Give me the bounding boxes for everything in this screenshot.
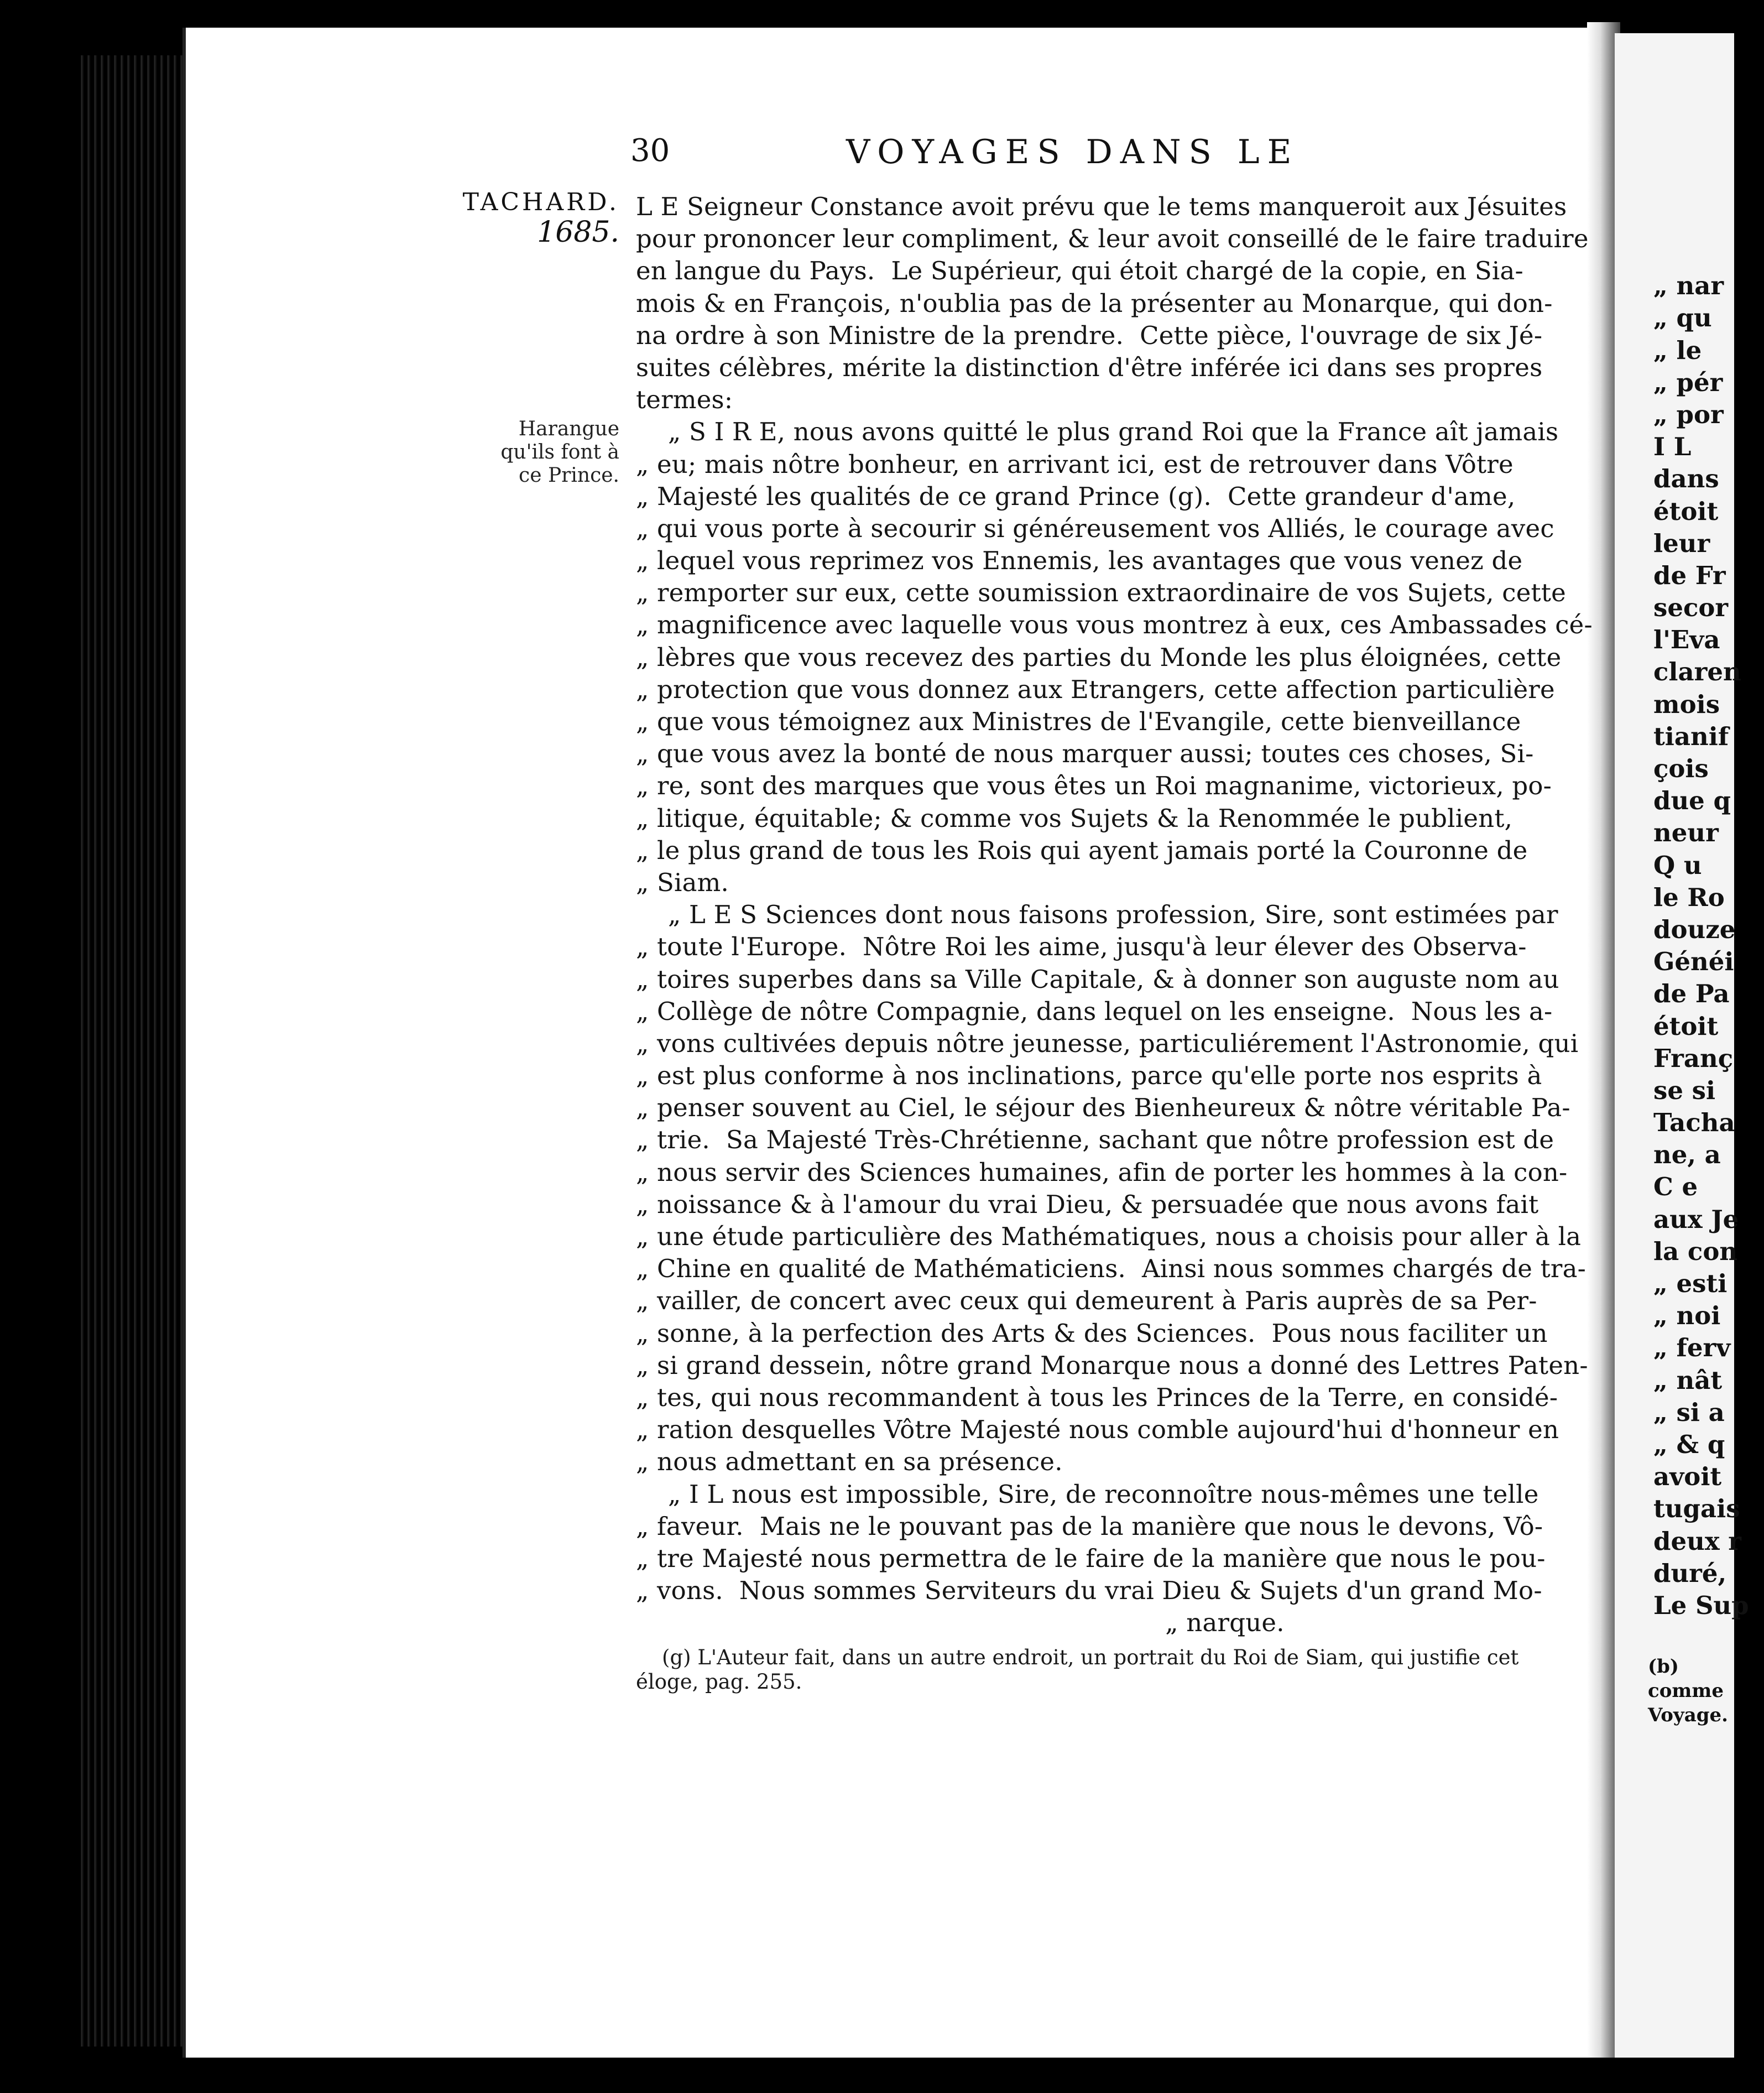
text-line: „ vons. Nous sommes Serviteurs du vrai Dieu & Sujets d'un grand Mo- bbox=[636, 1576, 1542, 1606]
text-line: „ L E S Sciences dont nous faisons profession, Sire, sont estimées par bbox=[636, 900, 1558, 930]
text-line: „ vailler, de concert avec ceux qui demeurent à Paris auprès de sa Per- bbox=[636, 1286, 1537, 1316]
text-line: „ une étude particulière des Mathématiques, nous a choisis pour aller à la bbox=[636, 1222, 1582, 1251]
facing-page-line: douze bbox=[1653, 914, 1736, 944]
text-line: „ remporter sur eux, cette soumission extraordinaire de vos Sujets, cette bbox=[636, 578, 1566, 608]
facing-page-line: Tacha bbox=[1653, 1108, 1735, 1138]
facing-page-line: tianif bbox=[1653, 721, 1729, 751]
text-line: „ Majesté les qualités de ce grand Prince (g). Cette grandeur d'ame, bbox=[636, 481, 1516, 511]
text-line: „ est plus conforme à nos inclinations, parce qu'elle porte nos esprits à bbox=[636, 1061, 1542, 1091]
facing-footnote-line: (b) bbox=[1648, 1655, 1679, 1678]
text-line: „ lequel vous reprimez vos Ennemis, les avantages que vous venez de bbox=[636, 546, 1523, 576]
text-line: „ nous servir des Sciences humaines, afin de porter les hommes à la con- bbox=[636, 1157, 1568, 1187]
margin-note-line: qu'ils font à bbox=[500, 441, 619, 464]
footnote-line: éloge, pag. 255. bbox=[636, 1670, 802, 1694]
text-line: na ordre à son Ministre de la prendre. Cette pièce, l'ouvrage de six Jé- bbox=[636, 320, 1543, 350]
text-line: „ I L nous est impossible, Sire, de reconnoître nous-mêmes une telle bbox=[636, 1479, 1539, 1509]
text-line: mois & en François, n'oublia pas de la présenter au Monarque, qui don- bbox=[636, 288, 1553, 318]
facing-page-text bbox=[1653, 238, 1764, 1622]
facing-page-line: deux r bbox=[1653, 1526, 1742, 1556]
facing-page-footnote bbox=[1648, 1655, 1728, 1728]
text-line: „ magnificence avec laquelle vous vous montrez à eux, ces Ambassades cé- bbox=[636, 610, 1593, 640]
margin-author: TACHARD. bbox=[462, 188, 619, 216]
facing-page-line: Le Sup bbox=[1653, 1590, 1749, 1620]
text-line: „ protection que vous donnez aux Etrangers, cette affection particulière bbox=[636, 674, 1555, 704]
text-line: „ si grand dessein, nôtre grand Monarque nous a donné des Lettres Paten- bbox=[636, 1350, 1588, 1380]
facing-page-line: Q u bbox=[1653, 850, 1702, 880]
facing-page-line: l'Eva bbox=[1653, 625, 1720, 655]
facing-page-line: aux Je bbox=[1653, 1204, 1739, 1234]
facing-footnote-line: Voyage. bbox=[1648, 1704, 1728, 1726]
text-line: „ trie. Sa Majesté Très-Chrétienne, sachant que nôtre profession est de bbox=[636, 1125, 1554, 1155]
facing-page-line: de Pa bbox=[1653, 979, 1730, 1009]
facing-page-line: avoit bbox=[1653, 1462, 1722, 1492]
text-line: „ vons cultivées depuis nôtre jeunesse, particuliérement l'Astronomie, qui bbox=[636, 1028, 1579, 1058]
text-line: L E Seigneur Constance avoit prévu que le tems manqueroit aux Jésuites bbox=[636, 192, 1567, 221]
facing-page-line: la con bbox=[1653, 1236, 1738, 1266]
facing-page-line: se si bbox=[1653, 1075, 1716, 1105]
facing-page-line: tugais bbox=[1653, 1494, 1740, 1524]
facing-page-line: I L bbox=[1653, 432, 1692, 462]
facing-page-line: „ esti bbox=[1653, 1269, 1728, 1298]
text-line: „ re, sont des marques que vous êtes un Roi magnanime, victorieux, po- bbox=[636, 771, 1552, 801]
text-line: „ Collège de nôtre Compagnie, dans lequel on les enseigne. Nous les a- bbox=[636, 996, 1553, 1026]
text-line: „ noissance & à l'amour du vrai Dieu, & persuadée que nous avons fait bbox=[636, 1189, 1539, 1219]
text-line: „ penser souvent au Ciel, le séjour des Bienheureux & nôtre véritable Pa- bbox=[636, 1093, 1570, 1123]
text-line: „ tre Majesté nous permettra de le faire de la manière que nous le pou- bbox=[636, 1543, 1546, 1573]
facing-page-line: secor bbox=[1653, 593, 1729, 623]
page-number: 30 bbox=[630, 133, 670, 169]
margin-note-line: Harangue bbox=[518, 418, 619, 440]
text-line: „ toute l'Europe. Nôtre Roi les aime, jusqu'à leur élever des Observa- bbox=[636, 932, 1527, 962]
facing-page-line: mois bbox=[1653, 689, 1720, 719]
facing-page-line: Généi bbox=[1653, 947, 1734, 977]
facing-page-line: „ qu bbox=[1653, 303, 1712, 333]
facing-page-line: „ por bbox=[1653, 399, 1724, 429]
text-line: „ Siam. bbox=[636, 867, 729, 897]
facing-page-line: dans bbox=[1653, 464, 1719, 494]
text-line: en langue du Pays. Le Supérieur, qui étoit chargé de la copie, en Sia- bbox=[636, 256, 1523, 286]
text-line: „ que vous avez la bonté de nous marquer aussi; toutes ces choses, Si- bbox=[636, 739, 1534, 769]
text-line: „ qui vous porte à secourir si généreusement vos Alliés, le courage avec bbox=[636, 513, 1554, 543]
facing-page-line: çois bbox=[1653, 754, 1709, 783]
facing-page-line: Franç bbox=[1653, 1043, 1734, 1073]
text-line: „ toires superbes dans sa Ville Capitale, & à donner son auguste nom au bbox=[636, 964, 1559, 994]
text-line: „ Chine en qualité de Mathématiciens. Ainsi nous sommes chargés de tra- bbox=[636, 1254, 1586, 1284]
text-line: „ ration desquelles Vôtre Majesté nous comble aujourd'hui d'honneur en bbox=[636, 1415, 1559, 1445]
facing-page-line: ne, a bbox=[1653, 1140, 1721, 1170]
facing-page-line: „ & q bbox=[1653, 1429, 1725, 1459]
text-line: „ S I R E, nous avons quitté le plus grand Roi que la France aît jamais bbox=[636, 417, 1559, 447]
facing-page-line: neur bbox=[1653, 818, 1719, 848]
text-line: „ le plus grand de tous les Rois qui ayent jamais porté la Couronne de bbox=[636, 835, 1528, 865]
facing-page-line: „ si a bbox=[1653, 1397, 1725, 1427]
facing-page-line: C e bbox=[1653, 1172, 1698, 1202]
facing-page-line: claren bbox=[1653, 657, 1741, 687]
facing-page-line: due q bbox=[1653, 786, 1731, 816]
text-line: suites célèbres, mérite la distinction d'être inférée ici dans ses propres bbox=[636, 352, 1543, 382]
text-line: „ eu; mais nôtre bonheur, en arrivant ici, est de retrouver dans Vôtre bbox=[636, 449, 1514, 479]
margin-year: 1685. bbox=[537, 216, 619, 249]
facing-page-line: „ nât bbox=[1653, 1365, 1723, 1395]
text-line: termes: bbox=[636, 385, 733, 415]
running-head bbox=[630, 133, 1371, 183]
text-line: „ sonne, à la perfection des Arts & des Sciences. Pous nous faciliter un bbox=[636, 1318, 1548, 1348]
facing-page-line: „ ferv bbox=[1653, 1333, 1731, 1363]
facing-page-line: leur bbox=[1653, 528, 1710, 558]
facing-page-line: „ noi bbox=[1653, 1301, 1721, 1331]
facing-page-line: „ le bbox=[1653, 335, 1702, 365]
facing-page-line: le Ro bbox=[1653, 882, 1725, 912]
text-line: „ litique, équitable; & comme vos Sujets & la Renommée le publient, bbox=[636, 803, 1513, 833]
facing-page-line: étoit bbox=[1653, 1011, 1719, 1041]
text-line: „ narque. bbox=[636, 1608, 1285, 1638]
page-edge-stack bbox=[77, 55, 182, 2047]
facing-page-line: „ pér bbox=[1653, 367, 1723, 397]
running-title: VOYAGES DANS LE bbox=[846, 133, 1299, 171]
text-line: pour prononcer leur compliment, & leur avoit conseillé de le faire traduire bbox=[636, 224, 1589, 254]
body-text bbox=[636, 191, 1604, 1639]
text-line: „ faveur. Mais ne le pouvant pas de la manière que nous le devons, Vô- bbox=[636, 1511, 1543, 1541]
text-line: „ lèbres que vous recevez des parties du Monde les plus éloignées, cette bbox=[636, 642, 1562, 672]
facing-page-line: duré, bbox=[1653, 1558, 1727, 1588]
margin-note bbox=[453, 418, 619, 487]
facing-page-line: „ nar bbox=[1653, 271, 1724, 301]
text-line: „ tes, qui nous recommandent à tous les Princes de la Terre, en considé- bbox=[636, 1382, 1558, 1412]
facing-page-line: de Fr bbox=[1653, 560, 1726, 590]
facing-footnote-line: comme bbox=[1648, 1680, 1724, 1702]
footnote bbox=[636, 1646, 1604, 1694]
text-line: „ nous admettant en sa présence. bbox=[636, 1447, 1063, 1477]
text-line: „ que vous témoignez aux Ministres de l'Evangile, cette bienveillance bbox=[636, 707, 1521, 736]
facing-page-line: étoit bbox=[1653, 496, 1719, 526]
facing-page-line bbox=[1653, 238, 1764, 270]
margin-note-line: ce Prince. bbox=[519, 464, 619, 487]
footnote-line: (g) L'Auteur fait, dans un autre endroit, un portrait du Roi de Siam, qui justifie cet bbox=[636, 1646, 1519, 1669]
